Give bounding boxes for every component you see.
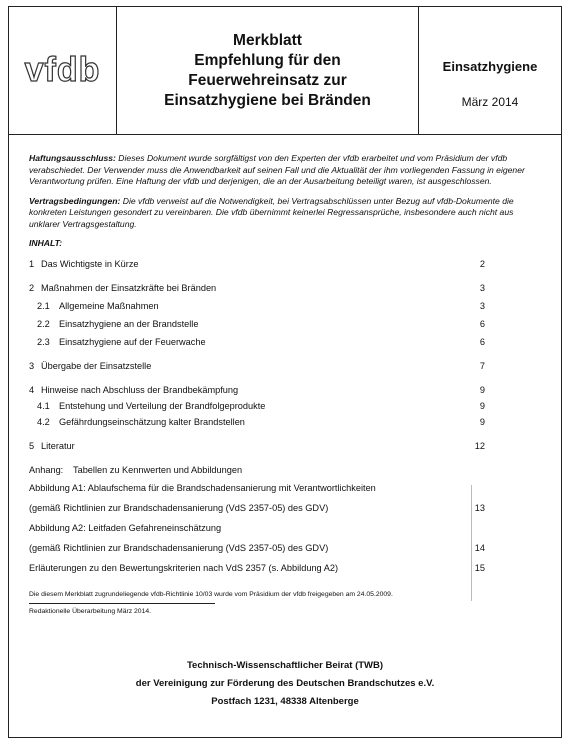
document-title bbox=[117, 7, 419, 134]
appendix-row bbox=[29, 542, 541, 555]
toc-page: 6 bbox=[479, 337, 485, 347]
toc-title: Literatur bbox=[41, 441, 75, 451]
appendix-text: Abbildung A1: Ablaufschema für die Brandschadensanierung mit Verantwortlichkeiten bbox=[29, 483, 376, 493]
toc-num: 2.3 bbox=[37, 337, 50, 347]
appendix-row bbox=[29, 562, 541, 575]
table-divider bbox=[471, 485, 472, 601]
toc-page: 3 bbox=[479, 301, 485, 311]
toc-title: Entstehung und Verteilung der Brandfolgeprodukte bbox=[59, 401, 266, 411]
toc-num: 5 bbox=[29, 441, 35, 451]
appendix-row bbox=[29, 522, 541, 535]
toc-entry bbox=[29, 318, 541, 330]
toc-page: 9 bbox=[479, 401, 485, 411]
toc-page: 7 bbox=[479, 361, 485, 371]
appendix-title: Tabellen zu Kennwerten und Abbildungen bbox=[73, 465, 243, 475]
title-line-2: Empfehlung für den bbox=[194, 51, 341, 69]
contract-text: Die vfdb verweist auf die Notwendigkeit, bei Vertragsabschlüssen unter Bezug auf vfdb-Dokumente die konkreten Leistungen gesondert zu vereinbaren. Die vfdb übernimmt keinerlei Regressansprüche, insbesondere auch nicht aus unklarer Vertragsgestaltung. bbox=[29, 195, 514, 229]
contract-label: Vertragsbedingungen: bbox=[29, 195, 121, 206]
doc-short-title: Einsatzhygiene bbox=[442, 59, 538, 74]
toc-num: 3 bbox=[29, 361, 35, 371]
toc-title: Hinweise nach Abschluss der Brandbekämpfung bbox=[41, 385, 239, 395]
toc-entry bbox=[29, 258, 541, 270]
appendix-text: Abbildung A2: Leitfaden Gefahreneinschätzung bbox=[29, 523, 222, 533]
appendix-row bbox=[29, 502, 541, 515]
footnote-line-1: Die diesem Merkblatt zugrundeliegende vfdb-Richtlinie 10/03 wurde vom Präsidium der vfdb freigegeben am 24.05.2009. bbox=[29, 591, 393, 598]
rule-line bbox=[29, 603, 215, 604]
liability-label: Haftungsausschluss: bbox=[29, 153, 116, 163]
toc-page: 9 bbox=[479, 417, 485, 427]
toc-entry bbox=[29, 416, 541, 428]
title-line-1: Merkblatt bbox=[233, 31, 302, 49]
toc-entry bbox=[29, 300, 541, 312]
toc-page: 9 bbox=[479, 385, 485, 395]
toc-entry bbox=[29, 400, 541, 412]
toc-entry bbox=[29, 440, 541, 452]
toc-title: Einsatzhygiene an der Brandstelle bbox=[59, 319, 199, 329]
toc-page: 6 bbox=[479, 319, 485, 329]
info-cell bbox=[419, 7, 561, 134]
toc-num: 2.1 bbox=[37, 301, 50, 311]
appendix-label: Anhang: bbox=[29, 465, 64, 475]
toc-num: 1 bbox=[29, 259, 35, 269]
toc-num: 2.2 bbox=[37, 319, 50, 329]
board-info bbox=[9, 657, 561, 711]
toc-page: 2 bbox=[479, 259, 485, 269]
toc-entry bbox=[29, 360, 541, 372]
toc-num: 4.1 bbox=[37, 401, 50, 411]
toc-title: Maßnahmen der Einsatzkräfte bei Bränden bbox=[41, 283, 217, 293]
contract-terms bbox=[29, 196, 541, 231]
toc-entry bbox=[29, 384, 541, 396]
appendix-text: (gemäß Richtlinien zur Brandschadensanierung (VdS 2357-05) des GDV) bbox=[29, 543, 329, 553]
liability-disclaimer bbox=[29, 153, 541, 188]
board-line-1: Technisch-Wissenschaftlicher Beirat (TWB) bbox=[186, 660, 384, 671]
appendix-row bbox=[29, 482, 541, 495]
title-line-3: Feuerwehreinsatz zur bbox=[188, 71, 347, 89]
appendix-text: Erläuterungen zu den Bewertungskriterien nach VdS 2357 (s. Abbildung A2) bbox=[29, 563, 339, 573]
toc-num: 4.2 bbox=[37, 417, 50, 427]
toc-num: 2 bbox=[29, 283, 35, 293]
toc-title: Gefährdungseinschätzung kalter Brandstellen bbox=[59, 417, 245, 427]
appendix-page: 15 bbox=[474, 563, 485, 573]
title-line-4: Einsatzhygiene bei Bränden bbox=[164, 91, 371, 109]
document-body bbox=[29, 153, 541, 617]
toc-page: 3 bbox=[479, 283, 485, 293]
toc-heading: INHALT: bbox=[29, 238, 63, 248]
liability-text: Dieses Dokument wurde sorgfältigst von den Experten der vfdb erarbeitet und vom Präsidium der vfdb verabschiedet. Der Verwender muss die Anwendbarkeit auf seinen Fall und die Aktualität der ihm vorliegenden Fassung in eigener Verantwortung prüfen. Eine Haftung der vfdb und derjenigen, die an der Ausarbeitung beteiligt waren, ist ausgeschlossen. bbox=[29, 153, 525, 186]
toc-page: 12 bbox=[474, 441, 485, 451]
toc-title: Allgemeine Maßnahmen bbox=[59, 301, 159, 311]
appendix-page: 14 bbox=[474, 543, 485, 553]
doc-date: März 2014 bbox=[461, 95, 519, 109]
toc-num: 4 bbox=[29, 385, 35, 395]
board-line-2: der Vereinigung zur Förderung des Deutschen Brandschutzes e.V. bbox=[135, 678, 435, 689]
vfdb-logo: vfdb bbox=[24, 51, 101, 89]
toc-entry bbox=[29, 282, 541, 294]
footnote-line-2: Redaktionelle Überarbeitung März 2014. bbox=[29, 608, 152, 615]
table-of-contents bbox=[29, 258, 541, 575]
appendix-heading bbox=[29, 464, 541, 476]
board-line-3: Postfach 1231, 48338 Altenberge bbox=[211, 696, 359, 707]
toc-entry bbox=[29, 336, 541, 348]
appendix-text: (gemäß Richtlinien zur Brandschadensanierung (VdS 2357-05) des GDV) bbox=[29, 503, 329, 513]
header-table bbox=[9, 7, 561, 135]
logo-cell bbox=[9, 7, 117, 134]
toc-title: Einsatzhygiene auf der Feuerwache bbox=[59, 337, 206, 347]
toc-title: Das Wichtigste in Kürze bbox=[41, 259, 139, 269]
appendix-page: 13 bbox=[474, 503, 485, 513]
document-page bbox=[8, 6, 562, 738]
toc-title: Übergabe der Einsatzstelle bbox=[41, 361, 152, 371]
